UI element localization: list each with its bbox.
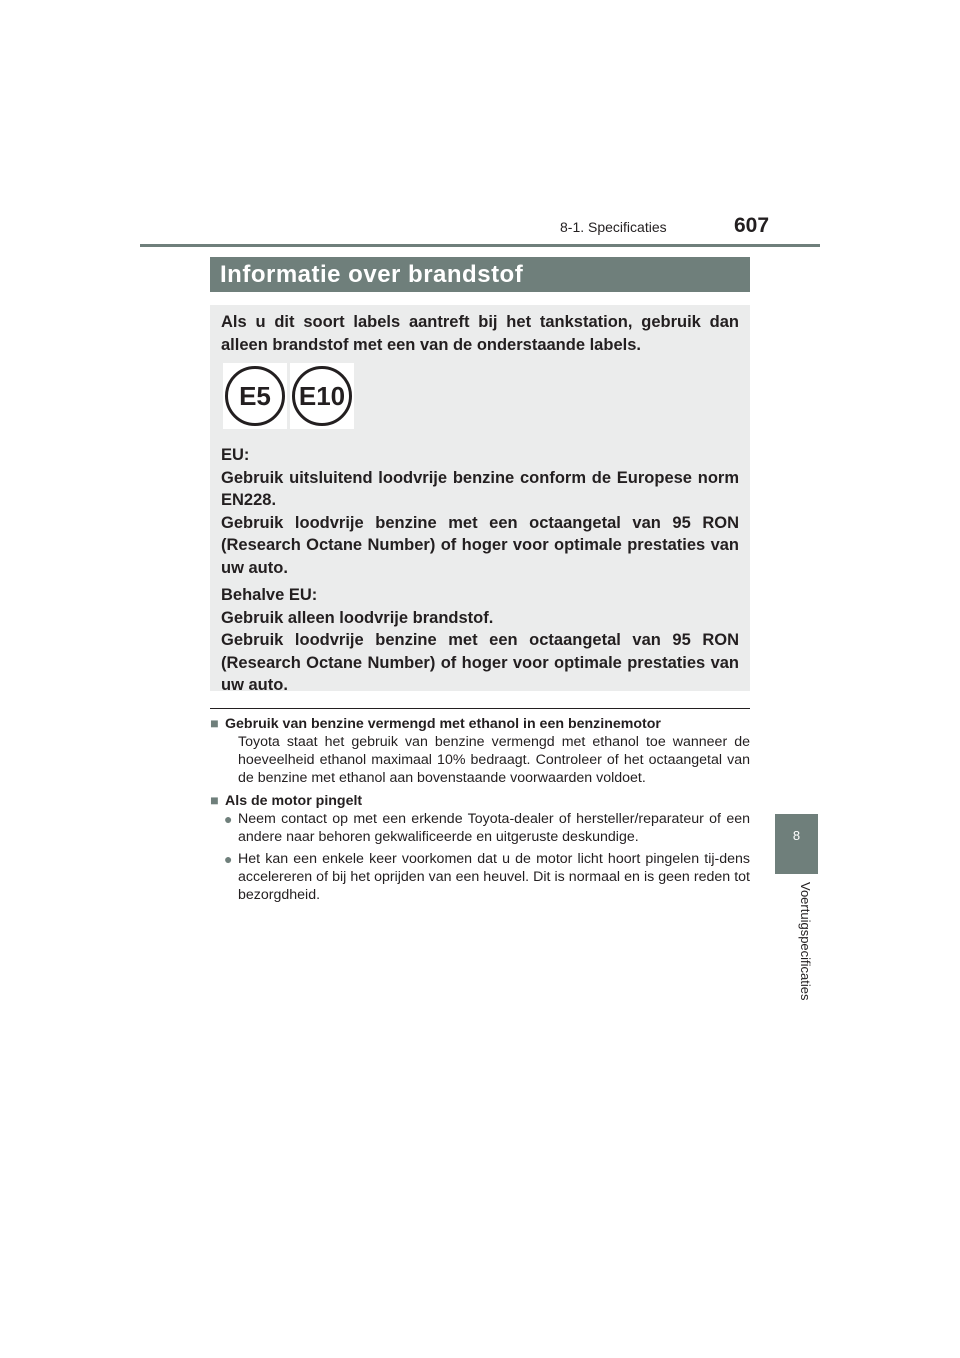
note-body-ethanol: Toyota staat het gebruik van benzine vermengd met ethanol toe wanneer de hoeveelheid ethanol maximaal 10% bedraagt. Controleer of het octaangetal van de benzine met ethanol aan bovenstaande voorwaarden voldoet.	[238, 734, 750, 786]
circle-bullet-icon: ●	[224, 851, 233, 867]
fuel-badge-e5	[223, 363, 287, 429]
chapter-tab: 8	[775, 814, 818, 874]
note-heading-text: Gebruik van benzine vermengd met ethanol in een benzinemotor	[225, 716, 661, 732]
note-heading-text: Als de motor pingelt	[225, 793, 363, 809]
non-eu-heading: Behalve EU:	[221, 586, 318, 604]
notes-section	[210, 715, 750, 908]
intro-text: Als u dit soort labels aantreft bij het tankstation, gebruik dan alleen brandstof met een van de onderstaande labels.	[221, 313, 739, 354]
section-divider	[210, 708, 750, 709]
note-heading-ethanol	[210, 715, 750, 733]
circle-bullet-icon: ●	[224, 811, 233, 827]
non-eu-instruction-1: Gebruik alleen loodvrije brandstof.	[221, 608, 494, 627]
eu-instruction-1: Gebruik uitsluitend loodvrije benzine conform de Europese norm EN228.	[221, 468, 739, 509]
non-eu-instruction-2: Gebruik loodvrije benzine met een octaangetal van 95 RON (Research Octane Number) of hoger voor optimale prestaties van uw auto.	[221, 631, 739, 694]
list-item-text: Neem contact op met een erkende Toyota-dealer of hersteller/reparateur of een andere naar behoren gekwalificeerde en uitgeruste deskundige.	[238, 811, 750, 845]
eu-heading: EU:	[221, 446, 250, 464]
list-item-text: Het kan een enkele keer voorkomen dat u de motor licht hoort pingelen tij-dens accelereren of bij het oprijden van een heuvel. Dit is normaal en is geen reden tot bezorgdheid.	[238, 851, 750, 903]
section-title: 8-1. Specificaties	[560, 219, 667, 235]
fuel-label-badges	[223, 363, 739, 429]
eu-instruction-2: Gebruik loodvrije benzine met een octaangetal van 95 RON (Research Octane Number) of hoger voor optimale prestaties van uw auto.	[221, 513, 739, 577]
square-bullet-icon: ■	[210, 793, 219, 809]
note-heading-knocking	[210, 792, 750, 810]
fuel-info-box	[210, 305, 750, 694]
e5-label-icon: E5	[225, 366, 285, 426]
chapter-title: Voertuigspecificaties	[798, 882, 813, 1001]
page-number: 607	[734, 214, 770, 237]
page-title: Informatie over brandstof	[210, 257, 750, 292]
list-item	[210, 810, 750, 846]
fuel-badge-e10	[290, 363, 354, 429]
square-bullet-icon: ■	[210, 716, 219, 732]
e10-label-icon: E10	[292, 366, 352, 426]
list-item	[210, 850, 750, 904]
header-divider	[140, 244, 820, 247]
